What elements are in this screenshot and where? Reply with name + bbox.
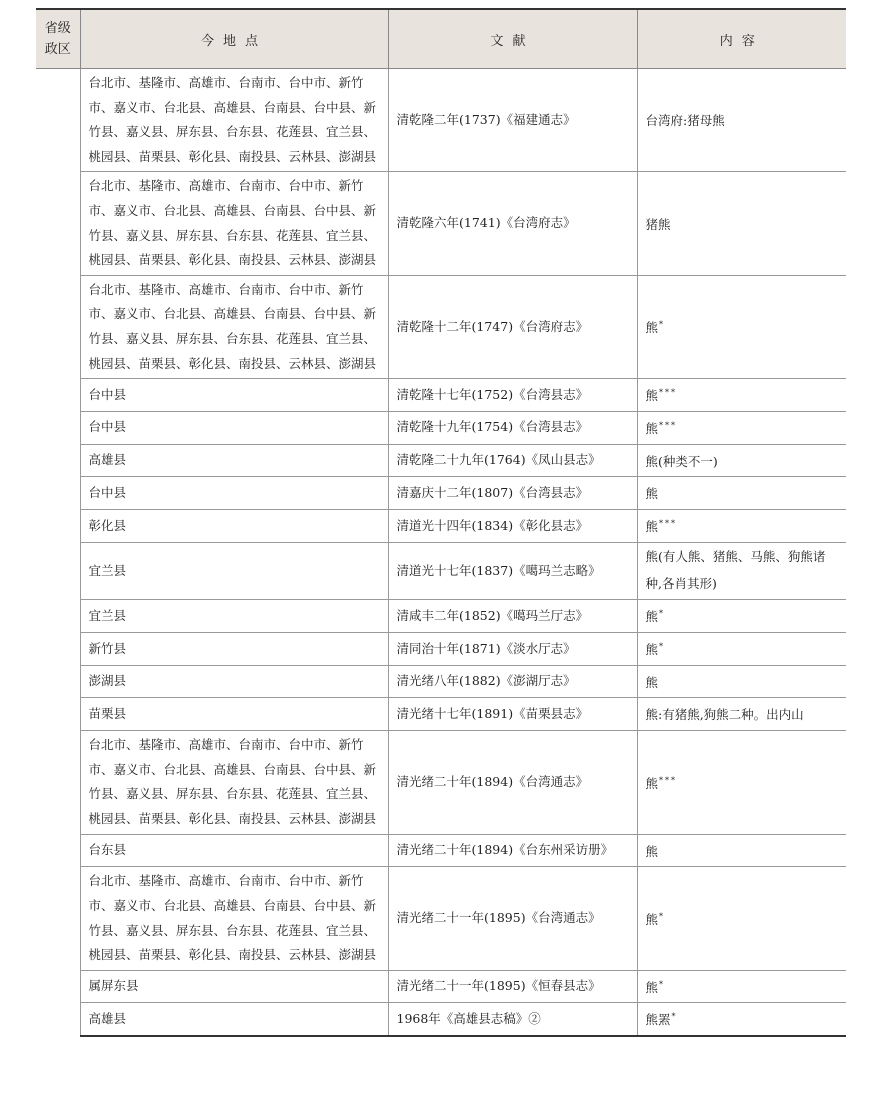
table-row [36,600,846,633]
place-cell: 台北市、基隆市、高雄市、台南市、台中市、新竹市、嘉义市、台北县、高雄县、台南县、台中县、新竹县、嘉义县、屏东县、台东县、花莲县、宜兰县、桃园县、苗栗县、彰化县、南投县、云林县、澎湖县 [80,867,388,970]
content-text: 熊 [645,320,659,336]
document-cell: 清光绪二十年(1894)《台湾通志》 [388,731,637,834]
footnote-mark: * [659,320,666,330]
table-row [36,69,846,172]
content-text: 熊 [645,388,659,404]
document-cell: 清咸丰二年(1852)《噶玛兰厅志》 [388,600,637,633]
document-cell: 1968年《高雄县志稿》② [388,1003,637,1036]
content-text: 熊 [645,979,659,995]
content-text: 熊 [645,421,659,437]
document-cell: 清同治十年(1871)《淡水厅志》 [388,632,637,665]
document-cell: 清光绪八年(1882)《澎湖厅志》 [388,665,637,698]
header-document: 文献 [388,9,637,69]
header-province [36,9,80,69]
footnote-mark: * [659,609,666,619]
table-row [36,444,846,477]
document-cell: 清乾隆十九年(1754)《台湾县志》 [388,411,637,444]
content-cell [637,172,846,275]
header-province-line1: 省级 [44,21,71,36]
document-cell: 清道光十四年(1834)《彰化县志》 [388,510,637,543]
document-cell: 清光绪二十一年(1895)《台湾通志》 [388,867,637,970]
table-body [36,69,846,1037]
table-row [36,379,846,412]
place-cell: 彰化县 [80,510,388,543]
footnote-mark: * [659,979,666,989]
table-row [36,867,846,970]
document-cell: 清光绪二十年(1894)《台东州采访册》 [388,834,637,867]
content-text: 熊 [645,911,659,927]
header-province-line2: 政区 [44,42,71,57]
content-cell [637,867,846,970]
content-cell [637,411,846,444]
content-cell [637,731,846,834]
content-text: 熊 [645,519,659,535]
place-cell: 澎湖县 [80,665,388,698]
content-cell [637,698,846,731]
footnote-mark: * [659,641,666,651]
content-cell [637,69,846,172]
place-cell: 高雄县 [80,1003,388,1036]
document-cell: 清嘉庆十二年(1807)《台湾县志》 [388,477,637,510]
document-cell: 清光绪二十一年(1895)《恒春县志》 [388,970,637,1003]
table-row [36,477,846,510]
place-cell: 属屏东县 [80,970,388,1003]
content-text: 台湾府:猪母熊 [645,113,725,129]
content-cell [637,275,846,378]
header-place: 今地点 [80,9,388,69]
place-cell: 台北市、基隆市、高雄市、台南市、台中市、新竹市、嘉义市、台北县、高雄县、台南县、台中县、新竹县、嘉义县、屏东县、台东县、花莲县、宜兰县、桃园县、苗栗县、彰化县、南投县、云林县、澎湖县 [80,731,388,834]
content-cell [637,542,846,599]
table-row [36,510,846,543]
table-row [36,1003,846,1036]
table-row [36,834,846,867]
content-text: 熊(有人熊、猪熊、马熊、狗熊诸种,各肖其形) [645,548,826,592]
content-cell [637,665,846,698]
place-cell: 台北市、基隆市、高雄市、台南市、台中市、新竹市、嘉义市、台北县、高雄县、台南县、台中县、新竹县、嘉义县、屏东县、台东县、花莲县、宜兰县、桃园县、苗栗县、彰化县、南投县、云林县、澎湖县 [80,275,388,378]
place-cell: 宜兰县 [80,600,388,633]
content-text: 熊:有猪熊,狗熊二种。出内山 [645,707,804,723]
content-text: 熊 [645,843,659,859]
content-text: 熊 [645,775,659,791]
footnote-mark: *** [659,420,678,430]
content-text: 猪熊 [645,216,671,232]
document-cell: 清乾隆六年(1741)《台湾府志》 [388,172,637,275]
place-cell: 宜兰县 [80,542,388,599]
content-cell [637,1003,846,1036]
header-content: 内容 [637,9,846,69]
document-cell: 清乾隆二十九年(1764)《凤山县志》 [388,444,637,477]
table-row [36,632,846,665]
content-cell [637,970,846,1003]
document-cell: 清道光十七年(1837)《噶玛兰志略》 [388,542,637,599]
footnote-mark: * [659,911,666,921]
document-cell: 清乾隆十七年(1752)《台湾县志》 [388,379,637,412]
place-cell: 新竹县 [80,632,388,665]
table-row [36,411,846,444]
content-text: 熊 [645,486,659,502]
content-text: 熊罴 [645,1012,671,1028]
table-row [36,172,846,275]
document-cell: 清乾隆二年(1737)《福建通志》 [388,69,637,172]
place-cell: 台北市、基隆市、高雄市、台南市、台中市、新竹市、嘉义市、台北县、高雄县、台南县、台中县、新竹县、嘉义县、屏东县、台东县、花莲县、宜兰县、桃园县、苗栗县、彰化县、南投县、云林县、澎湖县 [80,172,388,275]
content-cell [637,632,846,665]
content-text: 熊 [645,609,659,625]
bear-records-table [36,8,846,1037]
place-cell: 台中县 [80,477,388,510]
content-cell [637,477,846,510]
content-cell [637,834,846,867]
footnote-mark: *** [659,775,678,785]
content-cell [637,379,846,412]
place-cell: 台东县 [80,834,388,867]
content-text: 熊 [645,674,659,690]
content-cell [637,444,846,477]
table-row [36,542,846,599]
place-cell: 台北市、基隆市、高雄市、台南市、台中市、新竹市、嘉义市、台北县、高雄县、台南县、台中县、新竹县、嘉义县、屏东县、台东县、花莲县、宜兰县、桃园县、苗栗县、彰化县、南投县、云林县、澎湖县 [80,69,388,172]
table-row [36,970,846,1003]
table-header [36,9,846,69]
table-row [36,275,846,378]
province-cell [36,69,80,1037]
content-cell [637,510,846,543]
table-row [36,698,846,731]
footnote-mark: * [671,1012,678,1022]
content-cell [637,600,846,633]
footnote-mark: *** [659,519,678,529]
document-cell: 清乾隆十二年(1747)《台湾府志》 [388,275,637,378]
document-cell: 清光绪十七年(1891)《苗栗县志》 [388,698,637,731]
table-row [36,731,846,834]
place-cell: 苗栗县 [80,698,388,731]
place-cell: 台中县 [80,379,388,412]
place-cell: 台中县 [80,411,388,444]
footnote-mark: *** [659,388,678,398]
content-text: 熊 [645,642,659,658]
content-text: 熊(种类不一) [645,453,718,469]
place-cell: 高雄县 [80,444,388,477]
table-row [36,665,846,698]
